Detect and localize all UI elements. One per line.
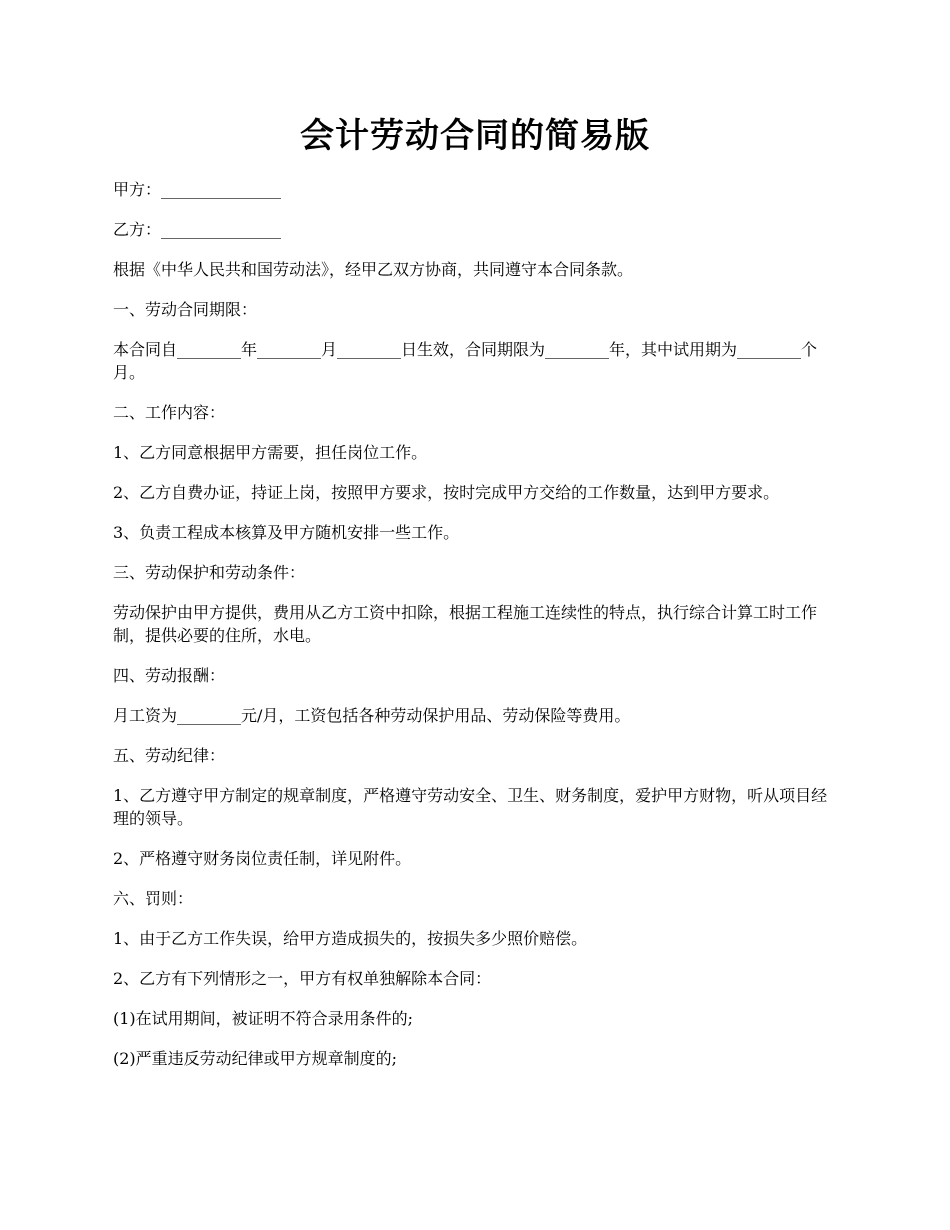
section-heading-pay: 四、劳动报酬： — [113, 666, 226, 685]
section-heading-work-content: 二、工作内容： — [113, 403, 226, 422]
penalty-item-1: (1)在试用期间，被证明不符合录用条件的; — [113, 1009, 414, 1028]
protection-clause: 劳动保护由甲方提供，费用从乙方工资中扣除，根据工程施工连续性的特点，执行综合计算工时工作制，提供必要的住所，水电。 — [113, 603, 818, 645]
work-clause-1: 1、乙方同意根据甲方需要，担任岗位工作。 — [113, 443, 428, 462]
section-heading-penalties: 六、罚则： — [113, 889, 194, 908]
pay-clause: 月工资为________元/月，工资包括各种劳动保护用品、劳动保险等费用。 — [113, 706, 631, 725]
section-heading-term: 一、劳动合同期限： — [113, 300, 258, 319]
work-clause-2: 2、乙方自费办证，持证上岗，按照甲方要求，按时完成甲方交给的工作数量，达到甲方要求。 — [113, 483, 780, 502]
document-title: 会计劳动合同的简易版 — [300, 116, 650, 156]
discipline-clause-1: 1、乙方遵守甲方制定的规章制度，严格遵守劳动安全、卫生、财务制度，爱护甲方财物，听从项目经理的领导。 — [113, 786, 828, 828]
term-clause: 本合同自________年________月________日生效，合同期限为________年，其中试用期为________个月。 — [113, 340, 818, 382]
preamble: 根据《中华人民共和国劳动法》，经甲乙双方协商，共同遵守本合同条款。 — [113, 260, 634, 279]
party-b-line: 乙方：_______________ — [113, 220, 282, 239]
document-body — [113, 178, 841, 1087]
party-a-line: 甲方：_______________ — [113, 180, 282, 199]
discipline-clause-2: 2、严格遵守财务岗位责任制，详见附件。 — [113, 849, 412, 868]
penalty-item-2: (2)严重违反劳动纪律或甲方规章制度的; — [113, 1049, 398, 1068]
section-heading-discipline: 五、劳动纪律： — [113, 746, 226, 765]
penalty-clause-2: 2、乙方有下列情形之一，甲方有权单独解除本合同： — [113, 969, 492, 988]
penalty-clause-1: 1、由于乙方工作失误，给甲方造成损失的，按损失多少照价赔偿。 — [113, 929, 588, 948]
section-heading-protection: 三、劳动保护和劳动条件： — [113, 563, 306, 582]
work-clause-3: 3、负责工程成本核算及甲方随机安排一些工作。 — [113, 523, 460, 542]
